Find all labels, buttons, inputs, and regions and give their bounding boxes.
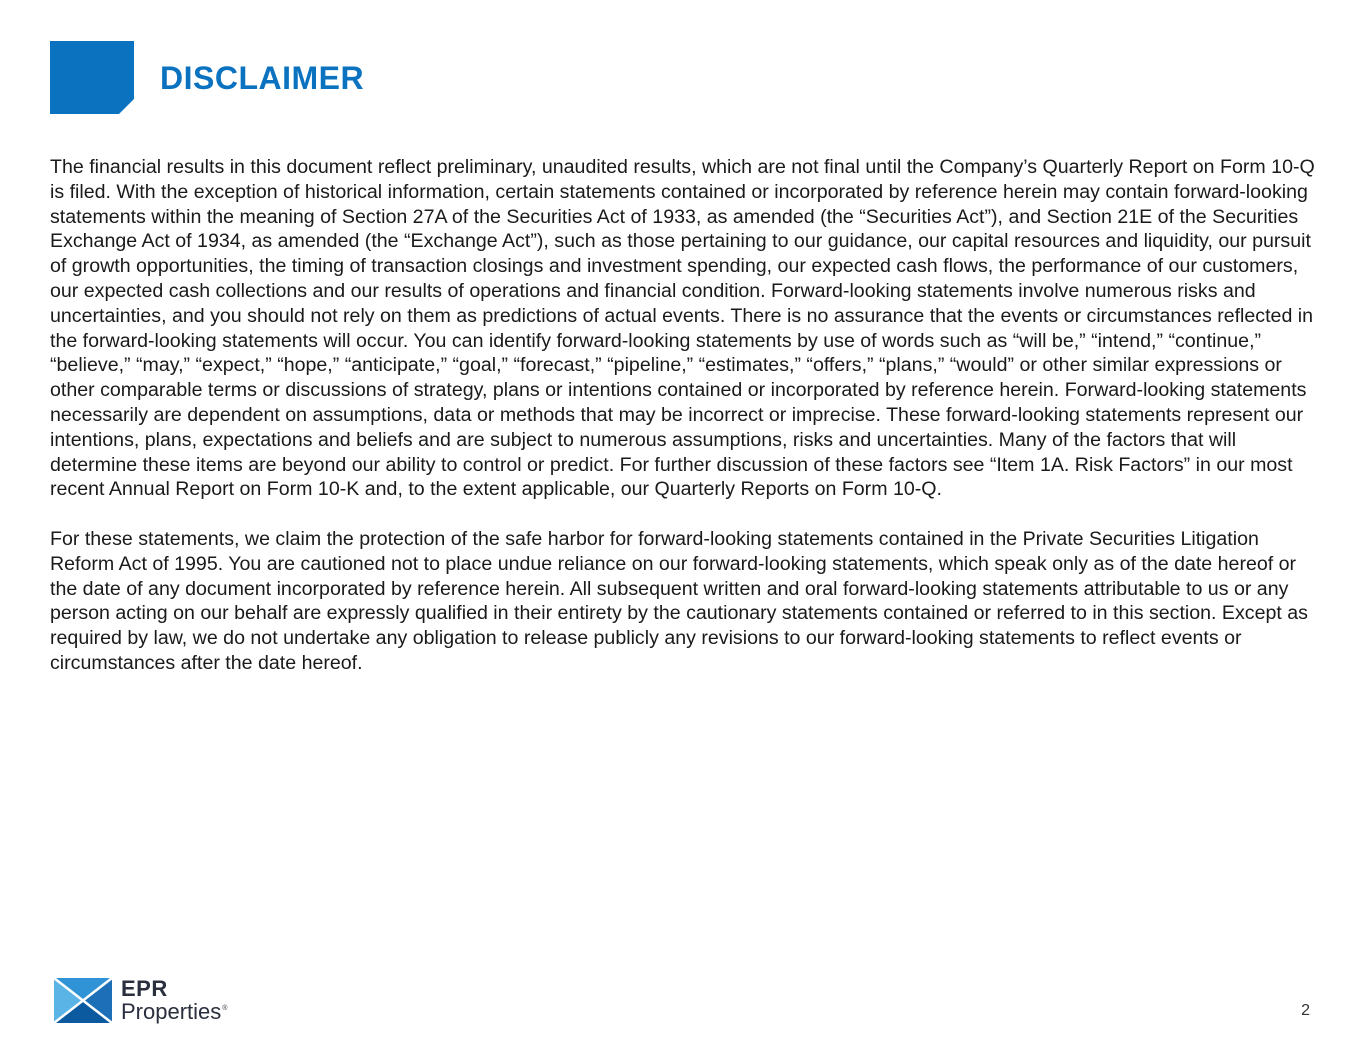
logo-line-properties bbox=[121, 998, 228, 1024]
title-accent-block bbox=[50, 41, 134, 114]
disclaimer-paragraph-1: The financial results in this document reflect preliminary, unaudited results, which are not final until the Company’s Quarterly Report on Form 10-Q is filed. With the exception of historical information, certain statements contained or incorporated by reference herein may contain forward-looking statements within the meaning of Section 27A of the Securities Act of 1933, as amended (the “Securities Act”), and Section 21E of the Securities Exchange Act of 1934, as amended (the “Exchange Act”), such as those pertaining to our guidance, our capital resources and liquidity, our pursuit of growth opportunities, the timing of transaction closings and investment spending, our expected cash flows, the performance of our customers, our expected cash collections and our results of operations and financial condition. Forward-looking statements involve numerous risks and uncertainties, and you should not rely on them as predictions of actual events. There is no assurance that the events or circumstances reflected in the forward-looking statements will occur. You can identify forward-looking statements by use of words such as “will be,” “intend,” “continue,” “believe,” “may,” “expect,” “hope,” “anticipate,” “goal,” “forecast,” “pipeline,” “estimates,” “offers,” “plans,” “would” or other similar expressions or other comparable terms or discussions of strategy, plans or intentions contained or incorporated by reference herein. Forward-looking statements necessarily are dependent on assumptions, data or methods that may be incorrect or imprecise. These forward-looking statements represent our intentions, plans, expectations and beliefs and are subject to numerous assumptions, risks and uncertainties. Many of the factors that will determine these items are beyond our ability to control or predict. For further discussion of these factors see “Item 1A. Risk Factors” in our most recent Annual Report on Form 10-K and, to the extent applicable, our Quarterly Reports on Form 10-Q. bbox=[50, 156, 1315, 501]
page-number: 2 bbox=[1301, 1002, 1310, 1019]
disclaimer-body bbox=[50, 155, 1320, 701]
logo-line-epr: EPR bbox=[121, 975, 168, 1001]
epr-logo-mark-icon bbox=[54, 978, 112, 1023]
title-accent-shape bbox=[50, 41, 134, 114]
page-title: DISCLAIMER bbox=[160, 60, 365, 96]
disclaimer-paragraph-2: For these statements, we claim the protection of the safe harbor for forward-looking statements contained in the Private Securities Litigation Reform Act of 1995. You are cautioned not to place undue reliance on our forward-looking statements, which speak only as of the date hereof or the date of any document incorporated by reference herein. All subsequent written and oral forward-looking statements attributable to us or any person acting on our behalf are expressly qualified in their entirety by the cautionary statements contained or referred to in this section. Except as required by law, we do not undertake any obligation to release publicly any revisions to our forward-looking statements to reflect events or circumstances after the date hereof. bbox=[50, 527, 1308, 674]
logo-wordmark bbox=[121, 975, 228, 1024]
registered-mark: ® bbox=[222, 1005, 228, 1013]
epr-properties-logo bbox=[54, 976, 227, 1024]
logo-properties-text: Properties bbox=[121, 998, 222, 1024]
